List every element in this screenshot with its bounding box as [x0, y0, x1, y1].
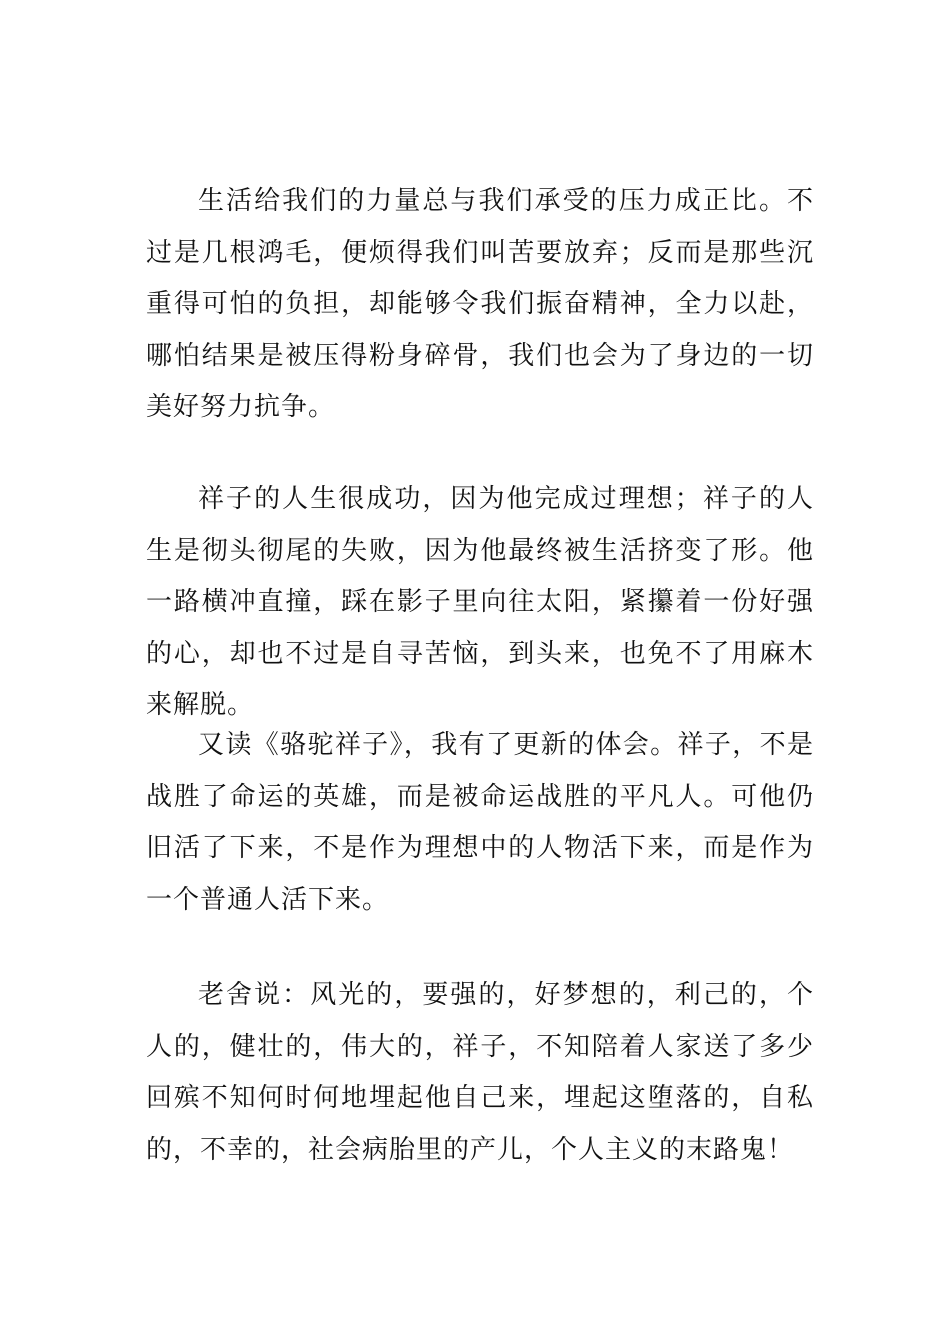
- paragraph-2: 祥子的人生很成功，因为他完成过理想；祥子的人生是彻头彻尾的失败，因为他最终被生活挤变了形。他一路横冲直撞，踩在影子里向往太阳，紧攥着一份好强的心，却也不过是自寻苦恼，到头来，也免不了用麻木来解脱。: [146, 484, 814, 720]
- paragraph-3: 又读《骆驼祥子》，我有了更新的体会。祥子，不是战胜了命运的英雄，而是被命运战胜的平凡人。可他仍旧活了下来，不是作为理想中的人物活下来，而是作为一个普通人活下来。: [146, 730, 814, 915]
- paragraph-1: 生活给我们的力量总与我们承受的压力成正比。不过是几根鸿毛，便烦得我们叫苦要放弃；反而是那些沉重得可怕的负担，却能够令我们振奋精神，全力以赴，哪怕结果是被压得粉身碎骨，我们也会为了身边的一切美好努力抗争。: [146, 186, 814, 422]
- paragraph-4: 老舍说：风光的，要强的，好梦想的，利己的，个人的，健壮的，伟大的，祥子，不知陪着人家送了多少回殡不知何时何地埋起他自己来，埋起这堕落的，自私的，不幸的，社会病胎里的产儿，个人主义的末路鬼！: [146, 980, 814, 1165]
